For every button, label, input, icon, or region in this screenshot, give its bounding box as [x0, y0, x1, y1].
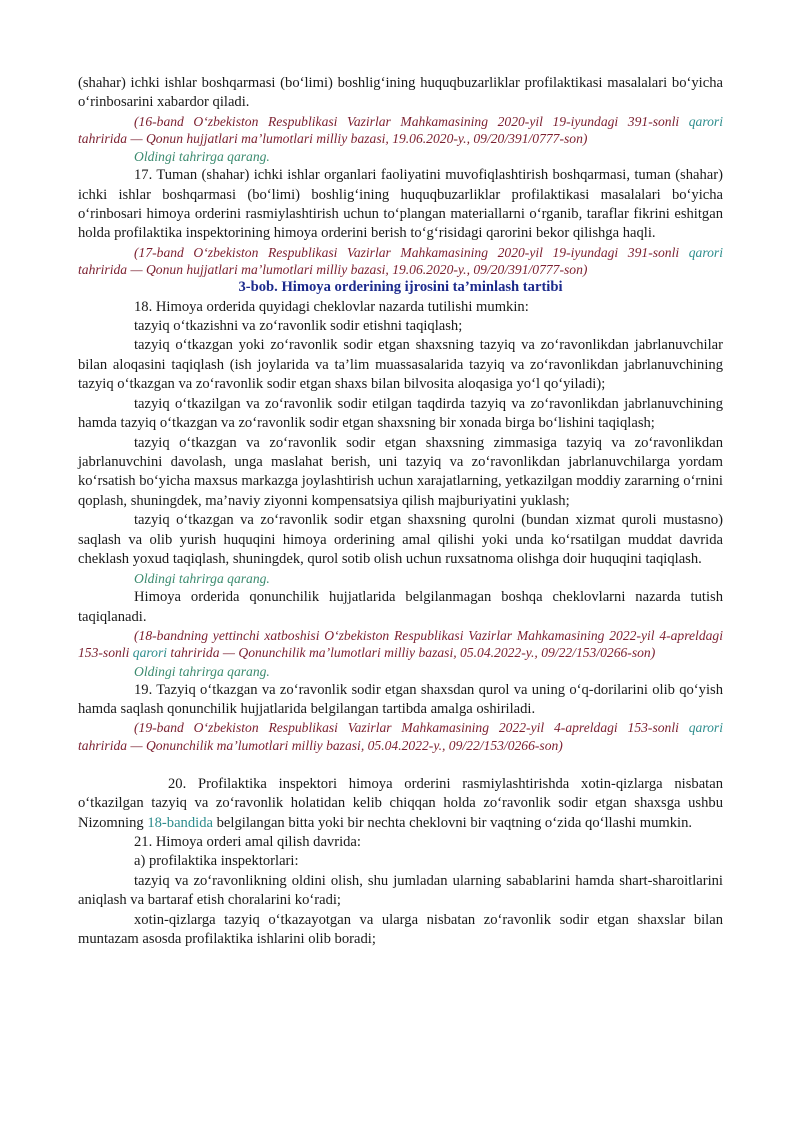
decree-link[interactable]: qarori	[688, 113, 723, 129]
clause-18-link[interactable]: 18-bandida	[147, 814, 213, 831]
paragraph-18-item: tazyiq o‘tkazgan va zo‘ravonlik sodir etgan shaxsning zimmasiga tazyiq va zo‘ravonlikdan jabrlanuvchini davolash, unga maslahat berish, uni tazyiq va zo‘ravonlikdan jabrlanuvchilarga yordam ko‘rsatish bo‘yicha maxsus markazga joylashtirish uchun xarajatlarning, yetkazilgan moddiy zararning o‘rnini qoplash, shuningdek, ma’naviy ziyonni kompensatsiya qilish majburiyatini yuklash;	[78, 434, 723, 509]
paragraph-19: 19. Tazyiq o‘tkazgan va zo‘ravonlik sodir etgan shaxsdan qurol va uning o‘q-dorilarini olib qo‘yish hamda saqlash qonunchilik hujjatlarida belgilangan tartibda amalga oshiriladi.	[78, 681, 723, 717]
decree-link[interactable]: qarori	[688, 244, 723, 260]
paragraph-16-end: (shahar) ichki ishlar boshqarmasi (bo‘limi) boshlig‘ining huquqbuzarliklar profilaktikasi masalalari bo‘yicha o‘rinbosarini xabardor qiladi.	[78, 75, 723, 111]
previous-edition-link[interactable]: Oldingi tahrirga qarang.	[134, 663, 270, 679]
paragraph-21: 21. Himoya orderi amal qilish davrida:	[134, 834, 361, 850]
amendment-note-17: (17-band O‘zbekiston Respublikasi Vazirlar Mahkamasining 2020-yil 19-iyundagi 391-sonli qarori tahririda — Qonun hujjatlari ma’lumotlari milliy bazasi, 19.06.2020-y., 09/20/391/0777-son)	[78, 244, 723, 278]
paragraph-21-item: tazyiq va zo‘ravonlikning oldini olish, shu jumladan ularning sabablarini hamda shart-sharoitlarini aniqlash va bartaraf etish choralarini ko‘radi;	[78, 872, 723, 909]
paragraph-18-item: tazyiq o‘tkazishni va zo‘ravonlik sodir etishni taqiqlash;	[134, 318, 463, 335]
document-page	[78, 74, 723, 949]
amendment-note-18: (18-bandning yettinchi xatboshisi O‘zbekiston Respublikasi Vazirlar Mahkamasining 2022-yil 4-apreldagi 153-sonli qarori tahririda — Qonunchilik ma’lumotlari milliy bazasi, 05.04.2022-y., 09/22/153/0266-son)	[78, 628, 723, 661]
previous-edition-link[interactable]: Oldingi tahrirga qarang.	[134, 571, 270, 587]
decree-link[interactable]: qarori	[688, 720, 723, 736]
paragraph-21-subitem: a) profilaktika inspektorlari:	[134, 853, 299, 870]
spacer	[78, 754, 723, 775]
decree-link[interactable]: qarori	[132, 645, 168, 661]
chapter-heading: 3-bob. Himoya orderining ijrosini ta’minlash tartibi	[238, 279, 563, 296]
amendment-note-19: (19-band O‘zbekiston Respublikasi Vazirlar Mahkamasining 2022-yil 4-apreldagi 153-sonli qarori tahririda — Qonunchilik ma’lumotlari milliy bazasi, 05.04.2022-y., 09/22/153/0266-son)	[78, 720, 723, 753]
previous-edition-link[interactable]: Oldingi tahrirga qarang.	[134, 149, 270, 165]
paragraph-18-item: Himoya orderida qonunchilik hujjatlarida belgilanmagan boshqa cheklovlarni nazarda tutish taqiqlanadi.	[78, 589, 723, 625]
paragraph-21-item: xotin-qizlarga tazyiq o‘tkazayotgan va ularga nisbatan zo‘ravonlik sodir etgan shaxslar bilan muntazam asosda profilaktika ishlarini olib boradi;	[78, 911, 723, 948]
paragraph-18-item: tazyiq o‘tkazgan yoki zo‘ravonlik sodir etgan shaxsning tazyiq va zo‘ravonlikdan jabrlanuvchilar bilan aloqasini taqiqlash (ish joylarida va ta’lim muassasalarida tazyiq va zo‘ravonlikdan jabrlanuvchining tazyiq o‘tkazgan va zo‘ravonlik sodir etgan shaxs bilan bilvosita aloqasiga yo‘l qo‘yiladi);	[78, 337, 723, 393]
paragraph-18-item: tazyiq o‘tkazgan va zo‘ravonlik sodir etgan shaxsning qurolni (bundan xizmat quroli mustasno) saqlash va olib yurish huquqini himoya orderining amal qilishi yoki unda ko‘rsatilgan muddat davrida cheklash yoxud taqiqlash, shuningdek, qurol sotib olish uchun ruxsatnoma olishga doir huquqini taqiqlash.	[78, 512, 723, 567]
paragraph-18-item: tazyiq o‘tkazilgan va zo‘ravonlik sodir etilgan taqdirda tazyiq va zo‘ravonlikdan jabrlanuvchining hamda tazyiq o‘tkazgan va zo‘ravonlik sodir etgan shaxsning bir xonada birga bo‘lishini taqiqlash;	[78, 395, 723, 432]
paragraph-18: 18. Himoya orderida quyidagi cheklovlar nazarda tutilishi mumkin:	[134, 298, 529, 315]
amendment-note-16: (16-band O‘zbekiston Respublikasi Vazirlar Mahkamasining 2020-yil 19-iyundagi 391-sonli qarori tahririda — Qonun hujjatlari ma’lumotlari milliy bazasi, 19.06.2020-y., 09/20/391/0777-son)	[78, 113, 723, 147]
paragraph-20: 20. Profilaktika inspektori himoya orderini rasmiylashtirishda xotin-qizlarga nisbatan o‘tkazilgan tazyiq va zo‘ravonlik holatidan kelib chiqqan holda zo‘ravonlik sodir etgan shaxsga ushbu Nizomning 18-bandida belgilangan bitta yoki bir nechta cheklovni bir vaqtning o‘zida qo‘llashi mumkin.	[78, 775, 723, 831]
paragraph-17: 17. Tuman (shahar) ichki ishlar organlari faoliyatini muvofiqlashtirish boshqarmasi, tuman (shahar) ichki ishlar boshqarmasi (bo‘limi) boshlig‘ining huquqbuzarliklar profilaktikasi masalalari bo‘yicha o‘rinbosari himoya orderini rasmiylashtirish uchun to‘plangan materiallarni o‘rganib, taraflar fikrini eshitgan holda profilaktika inspektorining himoya orderini berish to‘g‘risidagi qarorini bekor qilishga haqli.	[78, 167, 723, 242]
